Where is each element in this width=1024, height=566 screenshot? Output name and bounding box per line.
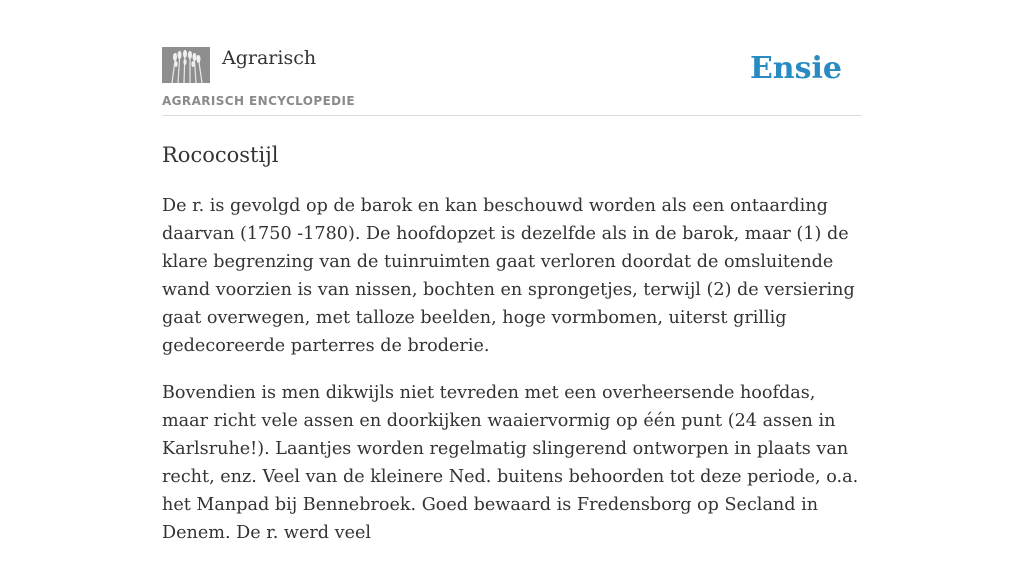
ensie-logo[interactable]: Ensie (749, 51, 842, 86)
entry-title: Rococostijl (162, 143, 279, 167)
entry-paragraph: De r. is gevolgd op de barok en kan beschouwd worden als een ontaarding daarvan (1750 -1780). De hoofdopzet is dezelfde als in de barok, maar (1) de klare begrenzing van de tuinruimten gaat verloren doordat de omsluitende wand voorzien is van nissen, bochten en sprongetjes, terwijl (2) de versiering gaat overwegen, met talloze beelden, hoge vormbomen, uiterst grillig gedecoreerde parterres de broderie. (162, 196, 855, 356)
entry-container (162, 0, 862, 543)
entry-header (162, 0, 862, 116)
wheat-icon[interactable] (162, 47, 210, 83)
entry-body (162, 192, 862, 566)
source-name[interactable]: Agrarisch (222, 47, 317, 69)
entry-paragraph: Bovendien is men dikwijls niet tevreden met een overheersende hoofdas, maar richt vele assen en doorkijken waaiervormig op één punt (24 assen in Karlsruhe!). Laantjes worden regelmatig slingerend ontworpen in plaats van recht, enz. Veel van de kleinere Ned. buitens behoorden tot deze periode, o.a. het Manpad bij Bennebroek. Goed bewaard is Fredensborg op Secland in Denem. De r. werd veel (162, 383, 859, 543)
source-subtitle[interactable]: AGRARISCH ENCYCLOPEDIE (162, 94, 355, 108)
